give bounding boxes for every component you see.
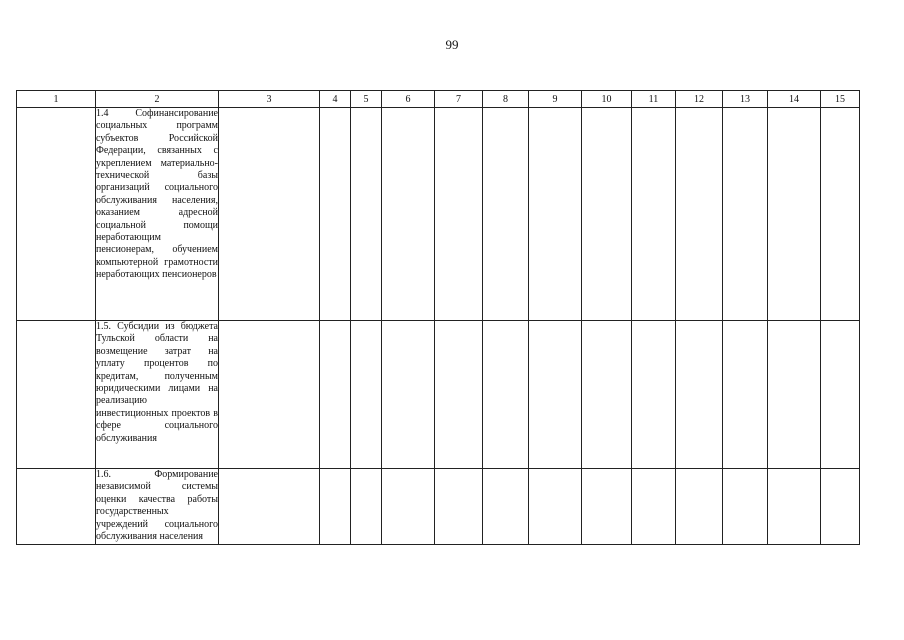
column-header: 7 bbox=[435, 91, 483, 108]
column-header: 11 bbox=[632, 91, 676, 108]
empty-cell bbox=[821, 321, 860, 469]
empty-cell bbox=[768, 321, 821, 469]
empty-cell bbox=[483, 469, 529, 545]
empty-cell bbox=[17, 321, 96, 469]
table-row bbox=[17, 469, 860, 545]
measure-description: 1.6. Формирование независимой системы оценки качества работы государственных учреждений социального обслуживания населения bbox=[96, 469, 219, 545]
column-header: 2 bbox=[96, 91, 219, 108]
empty-cell bbox=[632, 321, 676, 469]
empty-cell bbox=[17, 108, 96, 321]
empty-cell bbox=[821, 469, 860, 545]
empty-cell bbox=[582, 108, 632, 321]
empty-cell bbox=[723, 321, 768, 469]
column-header: 8 bbox=[483, 91, 529, 108]
measure-description: 1.5. Субсидии из бюджета Тульской области на возмещение затрат на уплату процентов по кредитам, полученным юридическими лицами на реализацию инвестиционных проектов в сфере социального обслуживания bbox=[96, 321, 219, 469]
empty-cell bbox=[723, 108, 768, 321]
empty-cell bbox=[351, 108, 382, 321]
data-table bbox=[16, 90, 860, 545]
empty-cell bbox=[632, 108, 676, 321]
page-number: 99 bbox=[445, 37, 459, 52]
table-row bbox=[17, 108, 860, 321]
column-header: 6 bbox=[382, 91, 435, 108]
column-header: 10 bbox=[582, 91, 632, 108]
column-header: 9 bbox=[529, 91, 582, 108]
empty-cell bbox=[676, 469, 723, 545]
column-header: 12 bbox=[676, 91, 723, 108]
measure-description: 1.4 Софинансирование социальных программ субъектов Российской Федерации, связанных с укреплением материально-технической базы организаций социального обслуживания населения, оказанием адресной социальной помощи неработающим пенсионерам, обучением компьютерной грамотности неработающих пенсионеров bbox=[96, 108, 219, 321]
column-header: 14 bbox=[768, 91, 821, 108]
column-header: 3 bbox=[219, 91, 320, 108]
column-header: 5 bbox=[351, 91, 382, 108]
empty-cell bbox=[435, 321, 483, 469]
empty-cell bbox=[435, 469, 483, 545]
empty-cell bbox=[382, 469, 435, 545]
column-header: 13 bbox=[723, 91, 768, 108]
column-header: 15 bbox=[821, 91, 860, 108]
empty-cell bbox=[219, 108, 320, 321]
empty-cell bbox=[529, 469, 582, 545]
empty-cell bbox=[382, 108, 435, 321]
table-row bbox=[17, 321, 860, 469]
empty-cell bbox=[351, 321, 382, 469]
empty-cell bbox=[435, 108, 483, 321]
empty-cell bbox=[821, 108, 860, 321]
empty-cell bbox=[320, 321, 351, 469]
empty-cell bbox=[320, 108, 351, 321]
empty-cell bbox=[582, 321, 632, 469]
empty-cell bbox=[529, 108, 582, 321]
column-header: 1 bbox=[17, 91, 96, 108]
empty-cell bbox=[320, 469, 351, 545]
column-header: 4 bbox=[320, 91, 351, 108]
empty-cell bbox=[382, 321, 435, 469]
empty-cell bbox=[219, 321, 320, 469]
empty-cell bbox=[219, 469, 320, 545]
empty-cell bbox=[351, 469, 382, 545]
empty-cell bbox=[768, 108, 821, 321]
empty-cell bbox=[676, 108, 723, 321]
empty-cell bbox=[768, 469, 821, 545]
empty-cell bbox=[17, 469, 96, 545]
empty-cell bbox=[723, 469, 768, 545]
empty-cell bbox=[483, 108, 529, 321]
header-row bbox=[17, 91, 860, 108]
empty-cell bbox=[632, 469, 676, 545]
empty-cell bbox=[529, 321, 582, 469]
empty-cell bbox=[483, 321, 529, 469]
empty-cell bbox=[582, 469, 632, 545]
empty-cell bbox=[676, 321, 723, 469]
